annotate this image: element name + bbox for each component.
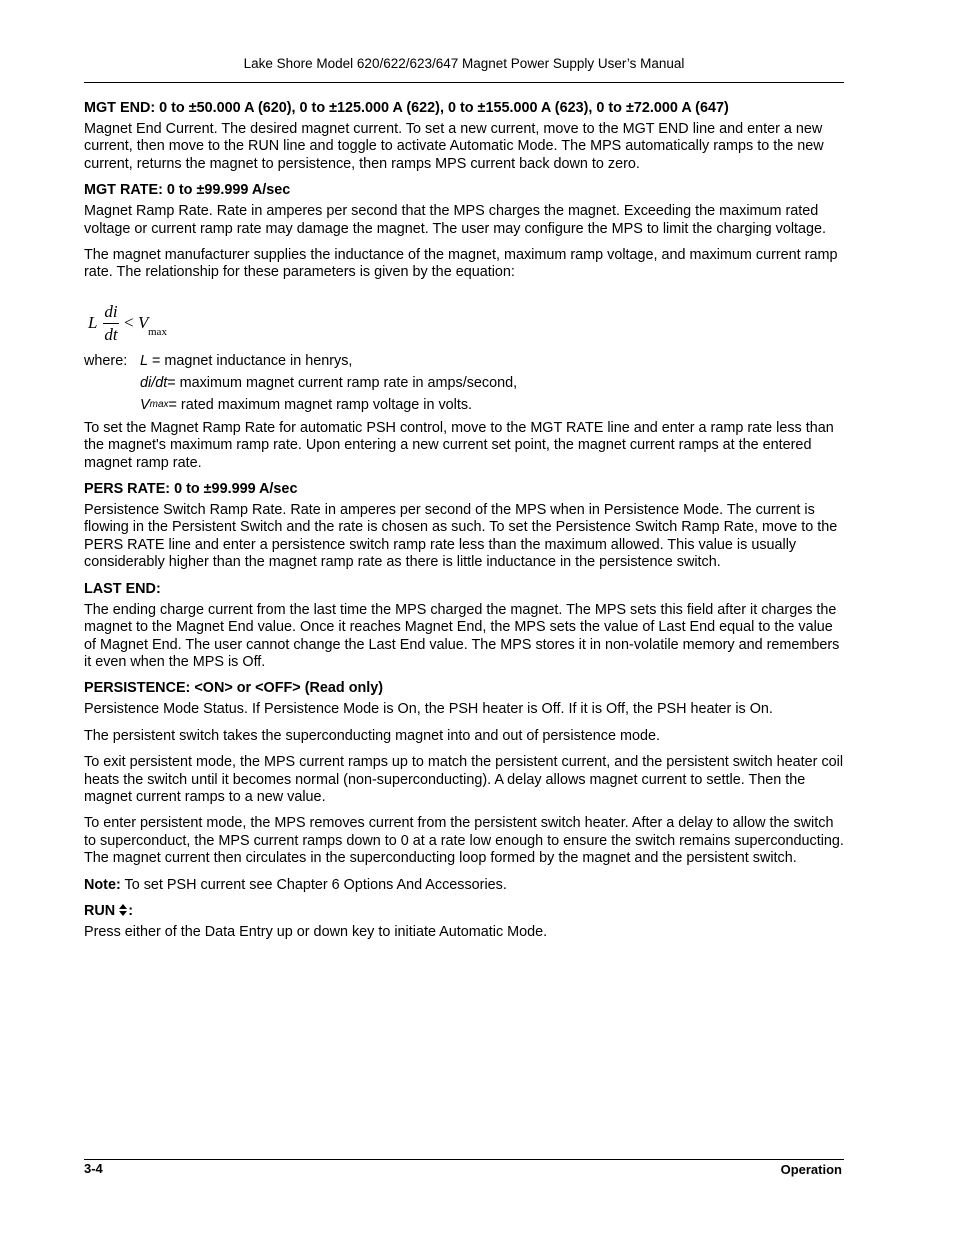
footer-rule xyxy=(84,1159,844,1160)
note-text: To set PSH current see Chapter 6 Options And Accessories. xyxy=(120,876,507,893)
last-end-heading: LAST END: xyxy=(84,580,161,597)
definition-ramp-rate xyxy=(84,374,844,392)
symbol-v-subscript: max xyxy=(149,398,169,410)
mgt-rate-instructions: To set the Magnet Ramp Rate for automatic PSH control, move to the MGT RATE line and enter a ramp rate less than the magnet's maximum ramp rate. Upon entering a new current set point, the magnet current ramps at the entered magnet ramp rate. xyxy=(84,419,834,471)
persistence-status: Persistence Mode Status. If Persistence Mode is On, the PSH heater is Off. If it is Off, the PSH heater is On. xyxy=(84,701,773,718)
mgt-rate-heading: MGT RATE: 0 to ±99.999 A/sec xyxy=(84,182,291,199)
header-rule xyxy=(84,82,844,83)
definition-inductance-text xyxy=(140,352,352,370)
equation-fraction xyxy=(103,302,119,345)
persistence-heading: PERSISTENCE: <ON> or <OFF> (Read only) xyxy=(84,680,384,697)
pers-rate-description: Persistence Switch Ramp Rate. Rate in amperes per second of the MPS when in Persistence Mode. The current is flowing in the Persistent Switch and the rate is chosen as such. To set the Persistence Switch Ramp Rate, move to the PERS RATE line and enter a persistence switch ramp rate less than the maximum allowed. This value is usually considerably higher than the magnet ramp rate as there is little inductance in the persistence switch. xyxy=(84,502,838,571)
persistence-note xyxy=(84,877,844,894)
mgt-end-description: Magnet End Current. The desired magnet current. To set a new current, move to the MGT END line and enter a new current, then move to the RUN line and toggle to activate Automatic Mode. The MPS automatically ramps to the new current, returns the magnet to persistence, then ramps MPS current back down to zero. xyxy=(84,121,824,172)
symbol-v: V xyxy=(140,396,150,413)
persistence-enter-info: To enter persistent mode, the MPS removes current from the persistent switch heater. After a delay to allow the switch to superconduct, the MPS current ramps down to 0 at a rate low enough to ensure the switch remains superconducting. The magnet current then circulates in the superconducting loop formed by the magnet and the persistent switch. xyxy=(84,815,844,867)
mgt-rate-equation-intro: The magnet manufacturer supplies the inductance of the magnet, maximum ramp voltage, and maximum current ramp rate. The relationship for these parameters is given by the equation: xyxy=(84,247,838,281)
pers-rate-heading: PERS RATE: 0 to ±99.999 A/sec xyxy=(84,481,298,498)
definition-didt-text: = maximum magnet current ramp rate in amps/second, xyxy=(167,374,518,391)
symbol-l: L xyxy=(140,352,149,369)
definition-v-text: = rated maximum magnet ramp voltage in volts. xyxy=(168,396,473,413)
run-heading-label: RUN xyxy=(84,902,116,919)
page-number: 3-4 xyxy=(84,1161,103,1176)
symbol-didt: di/dt xyxy=(140,374,168,391)
note-label: Note: xyxy=(84,876,121,893)
run-heading-colon: : xyxy=(128,902,133,919)
chapter-name: Operation xyxy=(780,1162,842,1177)
equation-definitions xyxy=(84,352,844,414)
definition-inductance xyxy=(84,352,844,370)
run-heading xyxy=(84,903,844,920)
mgt-rate-description: Magnet Ramp Rate. Rate in amperes per second that the MPS charges the magnet. Exceeding the maximum rated voltage or current ramp rate may damage the magnet. The user may configure the MPS to limit the charging voltage. xyxy=(84,203,827,237)
equation-voltage: V xyxy=(138,312,149,332)
equation-denominator: dt xyxy=(104,324,118,344)
page-header: Lake Shore Model 620/622/623/647 Magnet Power Supply User’s Manual xyxy=(243,56,685,71)
equation-numerator: di xyxy=(104,301,118,321)
definition-max-voltage xyxy=(84,396,844,414)
run-description: Press either of the Data Entry up or down key to initiate Automatic Mode. xyxy=(84,923,548,940)
persistence-exit-info: To exit persistent mode, the MPS current ramps up to match the persistent current, and the persistent switch heater coil heats the switch until it becomes normal (non-superconducting). A delay allows magnet current to settle. Then the magnet current ramps to a new value. xyxy=(84,754,844,805)
persistence-switch-info: The persistent switch takes the superconducting magnet into and out of persistence mode. xyxy=(84,727,660,744)
page-content xyxy=(84,100,844,950)
equation-voltage-subscript: max xyxy=(148,325,167,338)
last-end-description: The ending charge current from the last time the MPS charged the magnet. The MPS sets this field after it charges the magnet to the Magnet End value. Once it reaches Magnet End, the MPS sets the value of Last End equal to the value of Magnet End. The user cannot change the Last End value. The MPS stores it in non-volatile memory and remembers it even when the MPS is Off. xyxy=(84,601,840,670)
equation-fraction-bar xyxy=(103,323,119,324)
up-down-arrow-icon xyxy=(118,904,128,916)
definition-l-text: = magnet inductance in henrys, xyxy=(148,352,353,369)
ramp-rate-equation xyxy=(86,302,844,346)
where-label: where: xyxy=(84,352,128,369)
equation-less-than: < xyxy=(124,312,134,332)
mgt-end-heading: MGT END: 0 to ±50.000 A (620), 0 to ±125.000 A (622), 0 to ±155.000 A (623), 0 to ±72.000 A (647) xyxy=(84,100,729,116)
equation-inductance: L xyxy=(88,312,98,332)
